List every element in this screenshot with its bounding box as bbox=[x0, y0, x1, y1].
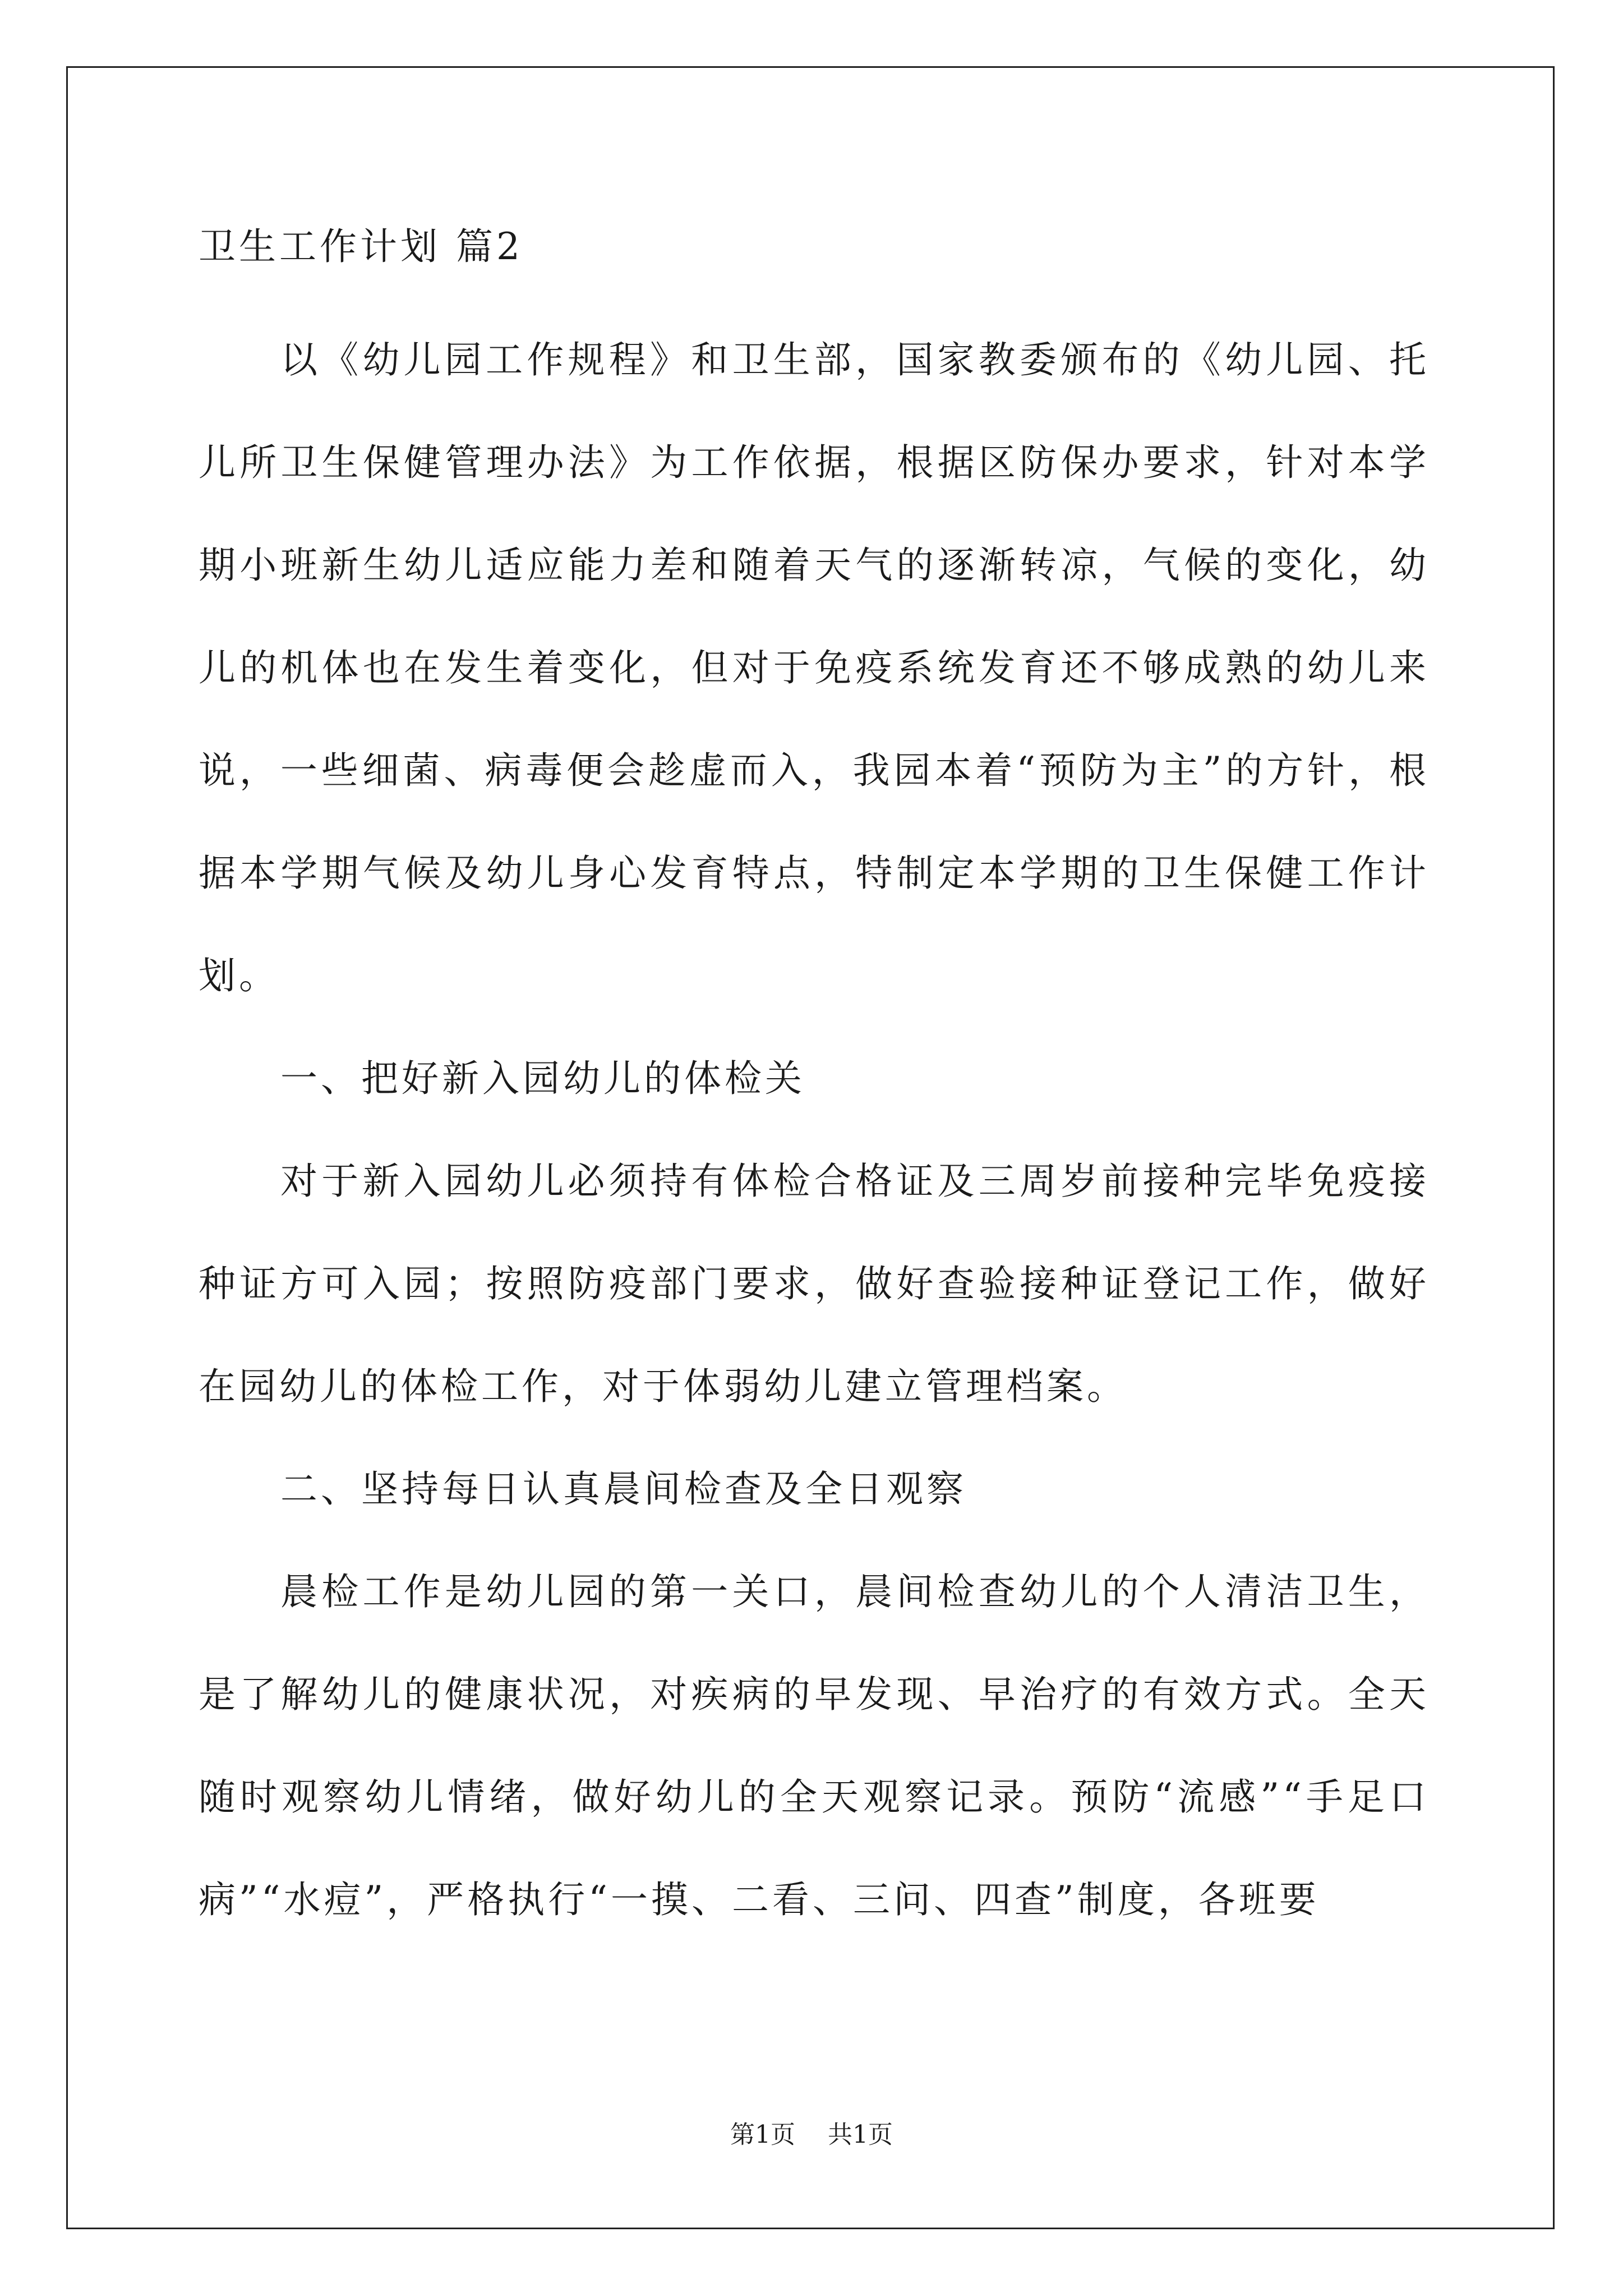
section-body-1: 对于新入园幼儿必须持有体检合格证及三周岁前接种完毕免疫接种证方可入园；按照防疫部门要求，做好查验接种证登记工作，做好在园幼儿的体检工作，对于体弱幼儿建立管理档案。 bbox=[199, 1159, 1430, 1408]
document-title: 卫生工作计划 篇2 bbox=[199, 225, 523, 268]
document-body bbox=[199, 219, 1430, 1951]
section-body-2: 晨检工作是幼儿园的第一关口，晨间检查幼儿的个人清洁卫生，是了解幼儿的健康状况，对疾病的早发现、早治疗的有效方式。全天随时观察幼儿情绪，做好幼儿的全天观察记录。预防“流感”“手足口病”“水痘”，严格执行“一摸、二看、三问、四查”制度，各班要 bbox=[199, 1570, 1430, 1921]
page-total: 共1页 bbox=[828, 2120, 893, 2149]
section-heading-2: 二、坚持每日认真晨间检查及全日观察 bbox=[280, 1467, 967, 1511]
page-footer bbox=[0, 2118, 1623, 2152]
page-number: 第1页 bbox=[730, 2120, 795, 2149]
intro-paragraph: 以《幼儿园工作规程》和卫生部，国家教委颁布的《幼儿园、托儿所卫生保健管理办法》为工作依据，根据区防保办要求，针对本学期小班新生幼儿适应能力差和随着天气的逐渐转凉，气候的变化，幼儿的机体也在发生着变化，但对于免疫系统发育还不够成熟的幼儿来说，一些细菌、病毒便会趁虚而入，我园本着“预防为主”的方针，根据本学期气候及幼儿身心发育特点，特制定本学期的卫生保健工作计划。 bbox=[199, 338, 1430, 997]
section-heading-1: 一、把好新入园幼儿的体检关 bbox=[280, 1057, 805, 1100]
